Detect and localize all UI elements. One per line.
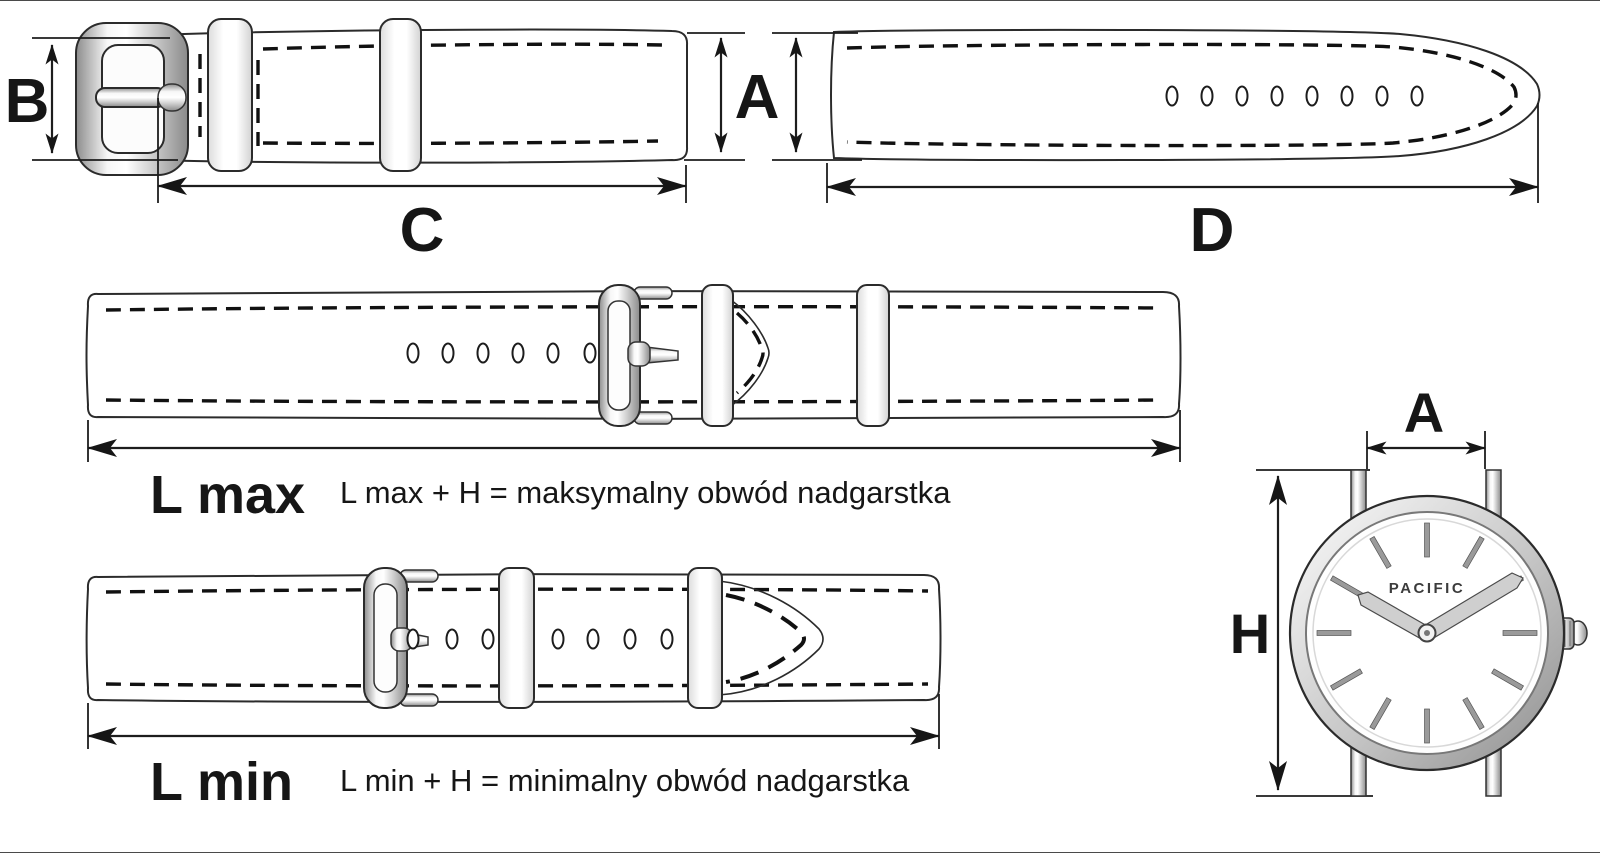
dim-label-c: C xyxy=(399,196,445,265)
strap-hole xyxy=(443,344,454,363)
strap-hole xyxy=(1272,87,1283,106)
hands-center-pin xyxy=(1424,630,1430,636)
keeper-loop xyxy=(702,285,733,426)
dim-label-a: A xyxy=(734,63,780,132)
strap-hole xyxy=(1202,87,1213,106)
l-min-strap xyxy=(87,568,941,812)
keeper-loop xyxy=(688,568,722,708)
buckle-prong-pivot xyxy=(628,342,650,366)
watch-brand-text: PACIFIC xyxy=(1388,580,1466,597)
dim-label-a-watch: A xyxy=(1403,381,1445,444)
dim-label-b: B xyxy=(4,67,50,136)
strap-hole xyxy=(1412,87,1423,106)
hour-index xyxy=(1317,631,1351,636)
l-max-formula: L max + H = maksymalny obwód nadgarstka xyxy=(340,475,951,510)
strap-hole xyxy=(1167,87,1178,106)
strap-hole xyxy=(588,630,599,649)
keeper-loop xyxy=(499,568,534,708)
buckle-strap-top xyxy=(5,19,687,265)
strap-hole xyxy=(1307,87,1318,106)
hour-index xyxy=(1503,631,1537,636)
strap-hole xyxy=(662,630,673,649)
hour-index xyxy=(1425,709,1430,743)
buckle-frame-opening xyxy=(608,301,630,410)
l-max-label: L max xyxy=(150,465,306,525)
keeper-loop xyxy=(380,19,421,171)
strap-hole xyxy=(408,630,419,649)
strap-hole xyxy=(513,344,524,363)
l-min-label: L min xyxy=(150,752,294,812)
strap-hole xyxy=(625,630,636,649)
tail-strap-top xyxy=(684,30,1540,265)
strap-hole xyxy=(478,344,489,363)
strap-hole xyxy=(447,630,458,649)
dim-label-h: H xyxy=(1229,602,1271,665)
dimension-a-watch xyxy=(1367,381,1485,469)
strap-hole xyxy=(585,344,596,363)
l-min-formula: L min + H = minimalny obwód nadgarstka xyxy=(340,763,910,798)
strap-hole xyxy=(553,630,564,649)
strap-hole xyxy=(408,344,419,363)
keeper-loop xyxy=(857,285,889,426)
watch-diagram xyxy=(1230,381,1587,796)
buckle-prong-cap xyxy=(158,84,186,111)
strap-body xyxy=(831,30,1540,160)
dim-label-d: D xyxy=(1189,196,1235,265)
hour-index xyxy=(1425,523,1430,557)
dimension-l-max xyxy=(88,410,1180,525)
strap-hole xyxy=(483,630,494,649)
l-max-strap xyxy=(87,285,1181,525)
dimension-l-min xyxy=(88,694,939,812)
strap-hole xyxy=(1342,87,1353,106)
buckle xyxy=(76,23,188,175)
strap-hole xyxy=(1377,87,1388,106)
strap-hole xyxy=(548,344,559,363)
buckle-prong xyxy=(96,88,166,107)
strap-hole xyxy=(1237,87,1248,106)
keeper-loop xyxy=(208,19,252,171)
